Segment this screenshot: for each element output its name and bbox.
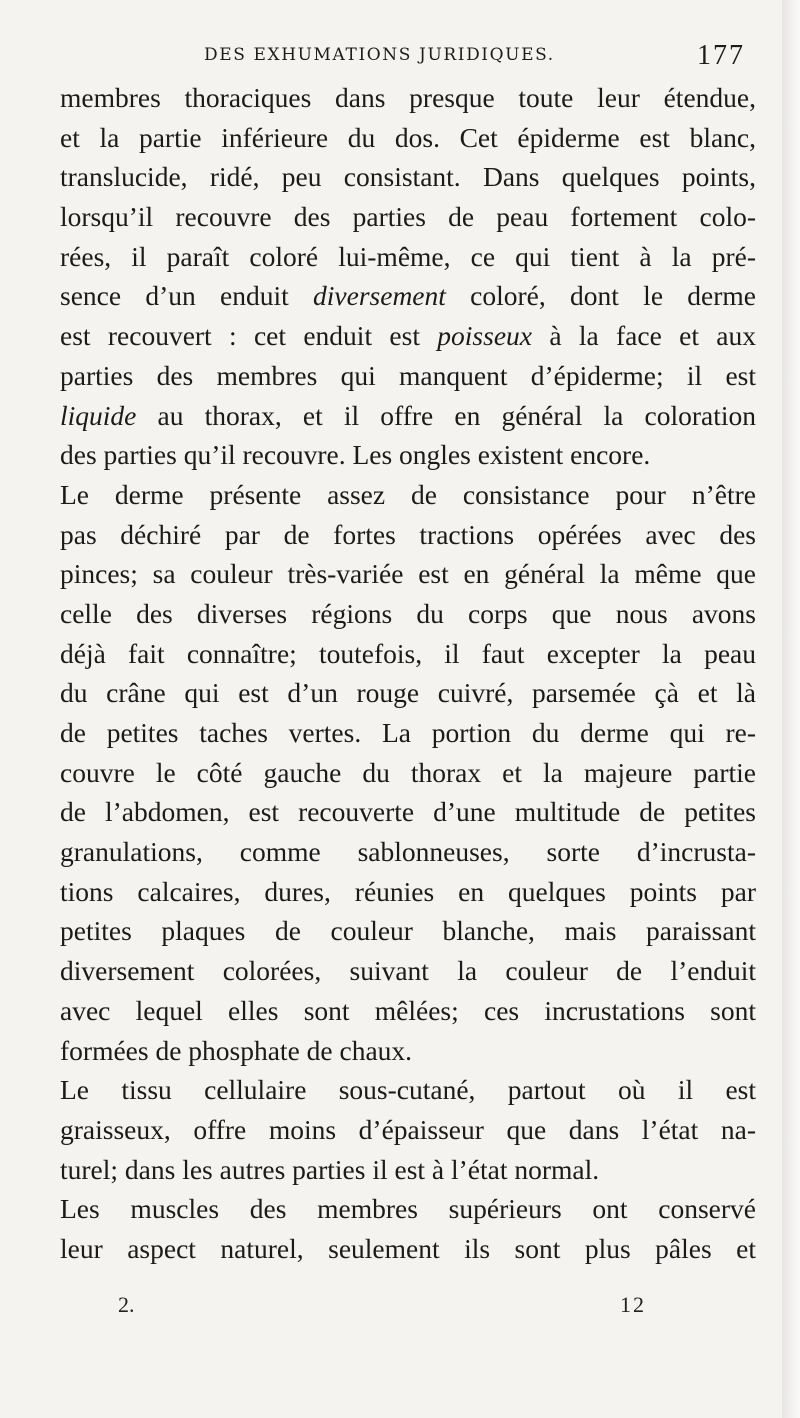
text-segment: des parties qu’il recouvre. Les ongles existent encore. [60, 439, 651, 471]
text-segment: petites plaques de couleur blanche, mais paraissant [60, 915, 756, 947]
text-segment: déjà fait connaître; toutefois, il faut excepter la peau [60, 637, 756, 669]
text-segment: à la face et aux [532, 320, 756, 352]
text-segment: lorsqu’il recouvre des parties de peau fortement colo- [60, 201, 756, 233]
text-segment: pas déchiré par de fortes tractions opérées avec des [60, 518, 756, 550]
text-line [60, 1189, 756, 1229]
running-title: DES EXHUMATIONS JURIDIQUES. [204, 45, 555, 65]
text-line [60, 475, 756, 515]
text-line [60, 276, 756, 316]
text-line [60, 1110, 756, 1150]
text-segment: du crâne qui est d’un rouge cuivré, parsemée çà et là [60, 677, 756, 709]
text-line [60, 792, 756, 832]
text-segment: sence d’un enduit [60, 280, 314, 312]
text-segment: couvre le côté gauche du thorax et la majeure partie [60, 756, 756, 788]
text-segment: celle des diverses régions du corps que nous avons [60, 597, 756, 629]
italic-phrase: liquide [60, 399, 137, 431]
text-line [60, 872, 756, 912]
text-segment: est recouvert : cet enduit est [60, 320, 438, 352]
text-line [60, 435, 756, 475]
text-line [60, 197, 756, 237]
body-text [60, 78, 756, 1269]
text-line [60, 832, 756, 872]
text-line [60, 991, 756, 1031]
italic-phrase: diversement [313, 280, 446, 312]
text-segment: Les muscles des membres supérieurs ont conservé [60, 1193, 756, 1225]
text-segment: Le tissu cellulaire sous-cutané, partout où il est [60, 1074, 756, 1106]
text-segment: Le derme présente assez de consistance pour n’être [60, 478, 756, 510]
text-segment: diversement colorées, suivant la couleur de l’enduit [60, 955, 756, 987]
text-line [60, 594, 756, 634]
page-number: 177 [697, 40, 745, 71]
text-line [60, 157, 756, 197]
text-line [60, 951, 756, 991]
text-segment: coloré, dont le derme [445, 280, 757, 312]
sheet-number: 12 [620, 1292, 646, 1317]
text-segment: de petites taches vertes. La portion du derme qui re- [60, 717, 756, 748]
text-line [60, 237, 756, 277]
text-segment: formées de phosphate de chaux. [60, 1034, 413, 1066]
text-segment: leur aspect naturel, seulement ils sont plus pâles et [60, 1232, 756, 1264]
text-line [60, 634, 756, 674]
text-line [60, 673, 756, 713]
text-line [60, 911, 756, 951]
text-line [60, 1070, 756, 1110]
text-line [60, 515, 756, 555]
text-segment: pinces; sa couleur très-variée est en général la même que [60, 558, 756, 590]
text-segment: translucide, ridé, peu consistant. Dans quelques points, [60, 161, 756, 193]
text-segment: turel; dans les autres parties il est à l’état normal. [60, 1153, 600, 1185]
text-line [60, 356, 756, 396]
text-segment: graisseux, offre moins d’épaisseur que dans l’état na- [60, 1113, 756, 1145]
text-line [60, 1150, 756, 1190]
text-line [60, 118, 756, 158]
italic-phrase: poisseux [437, 320, 532, 352]
text-line [60, 753, 756, 793]
text-line [60, 316, 756, 356]
text-segment: membres thoraciques dans presque toute leur étendue, [60, 82, 756, 113]
signature-mark: 2. [118, 1292, 135, 1317]
text-segment: avec lequel elles sont mêlées; ces incrustations sont [60, 994, 756, 1026]
text-line [60, 78, 756, 118]
text-segment: au thorax, et il offre en général la coloration [136, 399, 756, 431]
text-segment: parties des membres qui manquent d’épiderme; il est [60, 359, 756, 391]
page-edge [782, 0, 800, 1418]
text-line [60, 713, 756, 753]
text-segment: et la partie inférieure du dos. Cet épiderme est blanc, [60, 121, 756, 153]
text-segment: rées, il paraît coloré lui-même, ce qui tient à la pré- [60, 240, 756, 272]
text-segment: de l’abdomen, est recouverte d’une multitude de petites [60, 796, 756, 828]
text-line [60, 1031, 756, 1071]
text-line [60, 1229, 756, 1269]
text-line [60, 396, 756, 436]
text-line [60, 554, 756, 594]
text-segment: tions calcaires, dures, réunies en quelques points par [60, 875, 756, 907]
text-segment: granulations, comme sablonneuses, sorte d’incrusta- [60, 836, 756, 868]
